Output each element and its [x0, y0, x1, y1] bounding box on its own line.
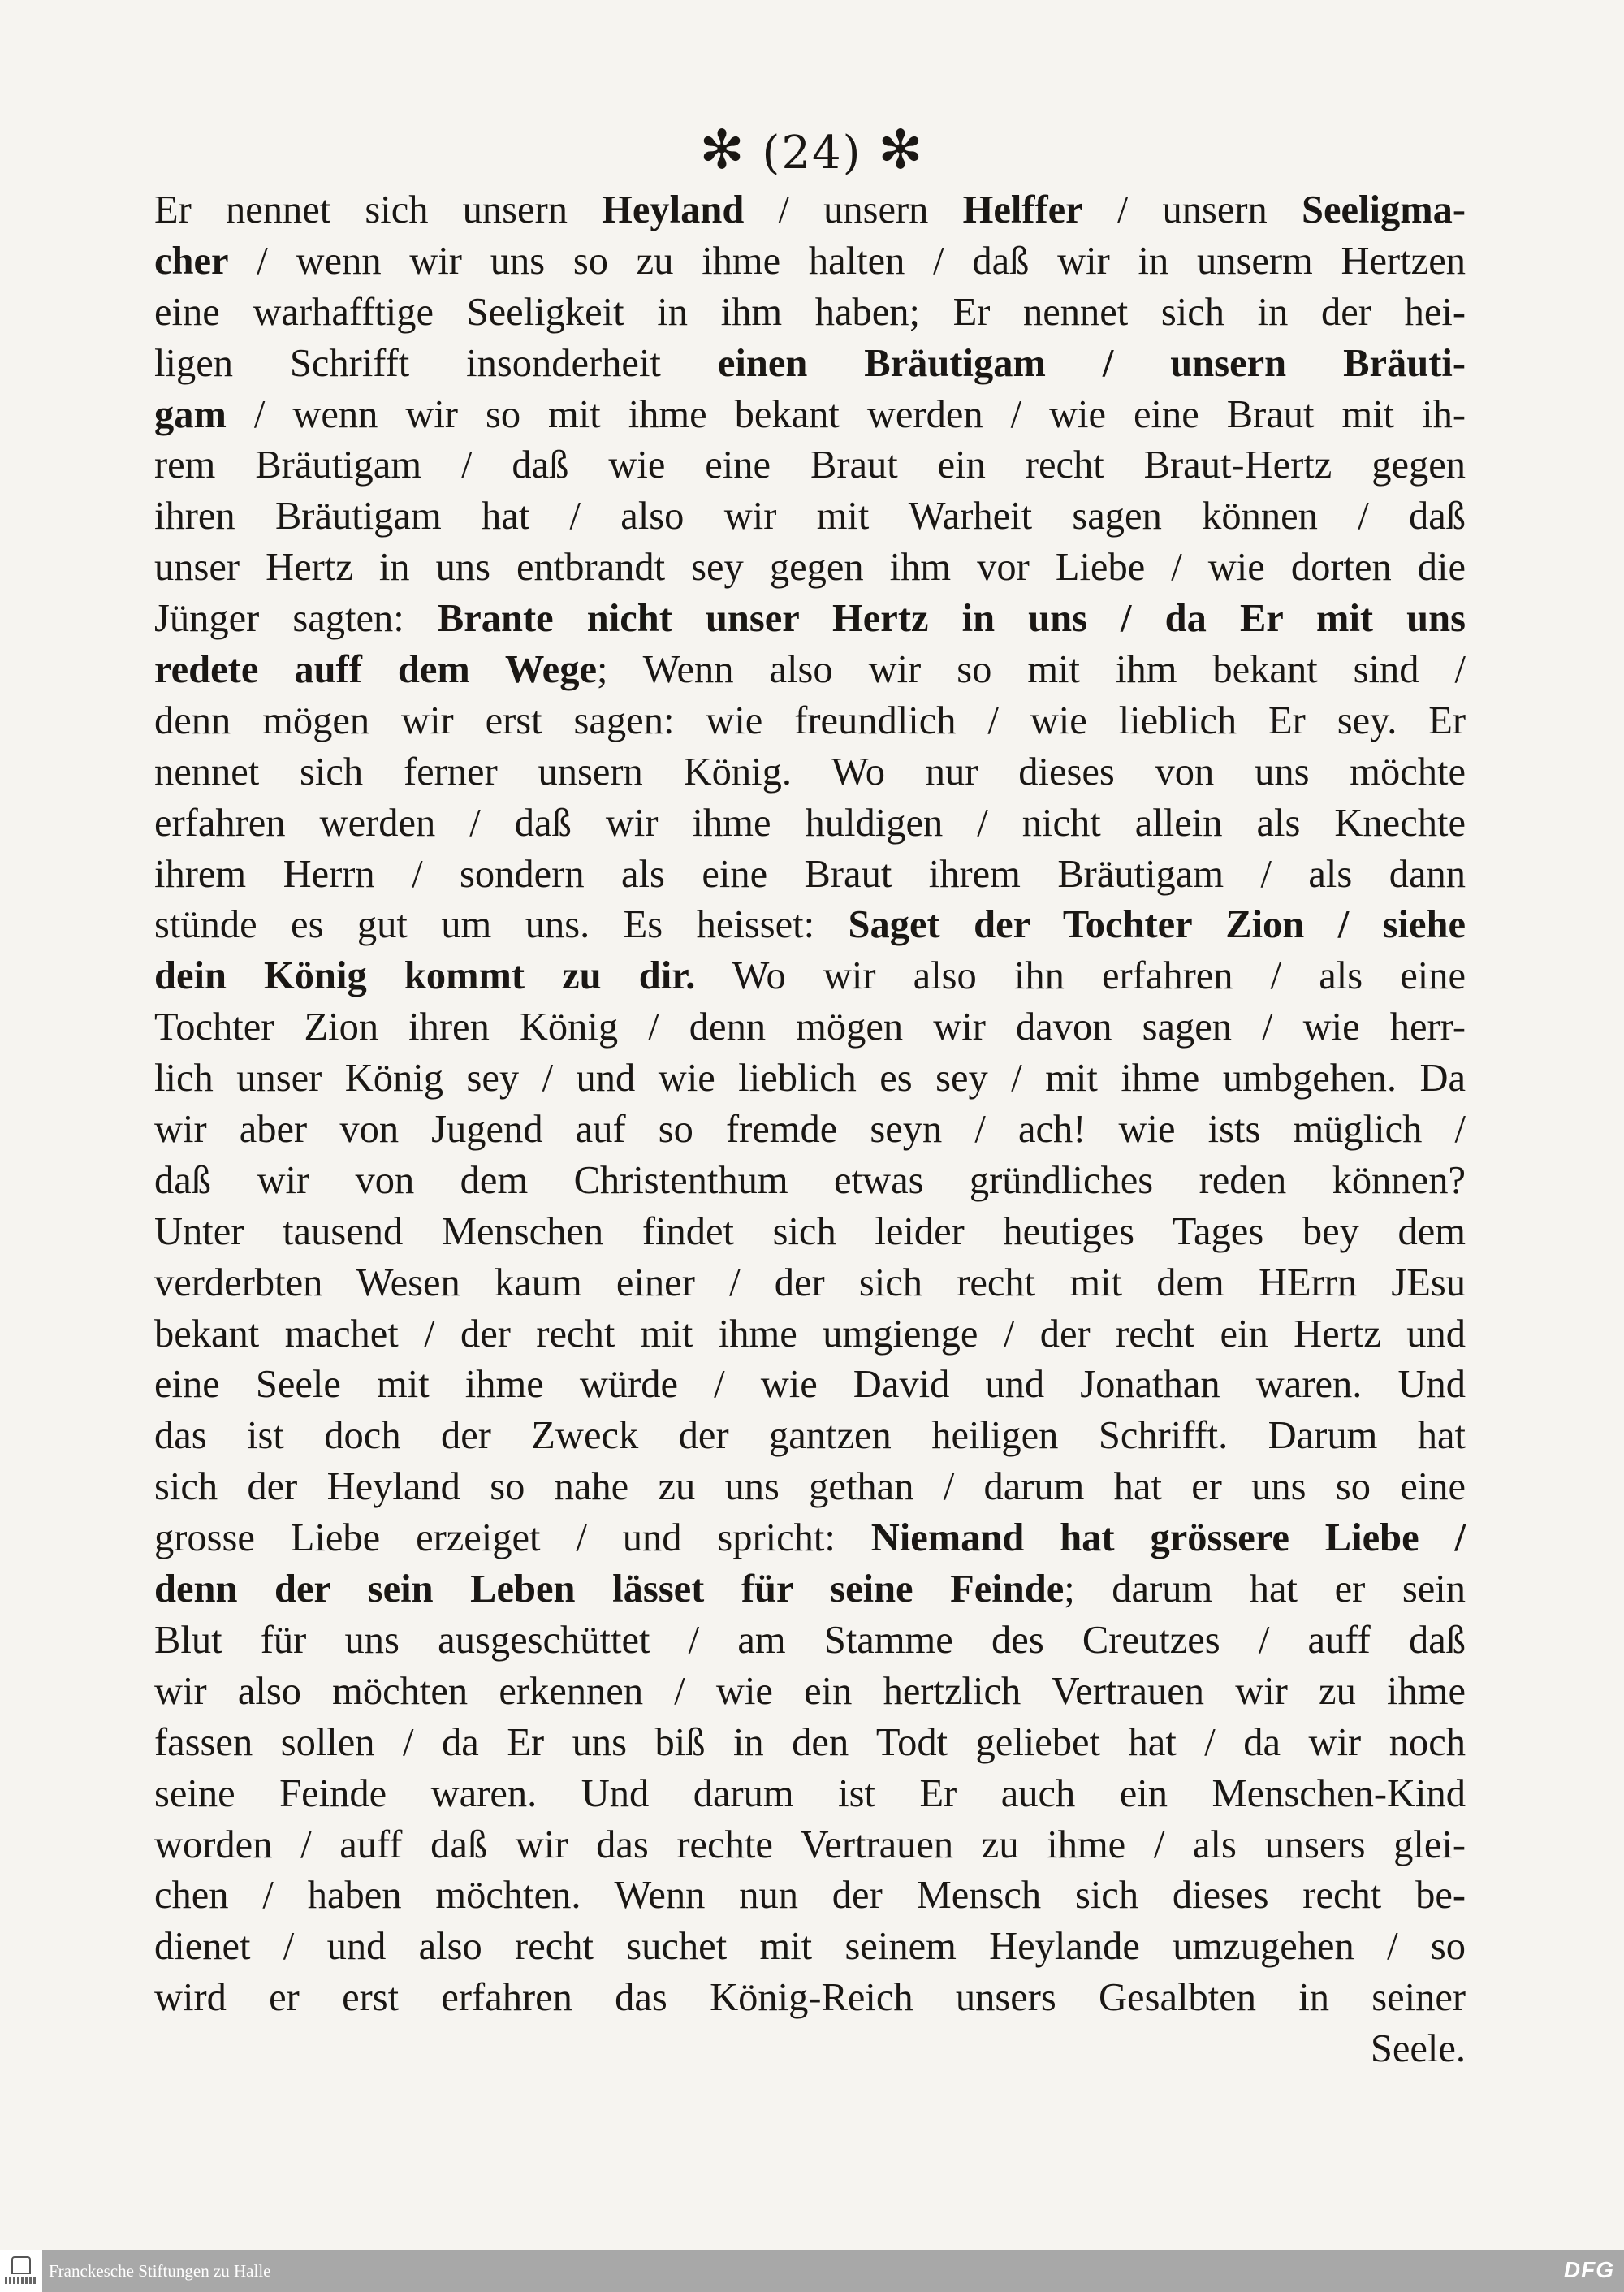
text-span: Tochter Zion ihren König / denn mögen wir davon sagen / wie herr- [154, 1005, 1466, 1049]
text-line [154, 1870, 1466, 1922]
body-text [154, 185, 1466, 2075]
text-span: sich der Heyland so nahe zu uns gethan / darum hat er uns so eine [154, 1465, 1466, 1509]
text-line [154, 2024, 1466, 2075]
text-span: erfahren werden / daß wir ihme huldigen / nicht allein als Knechte [154, 801, 1466, 845]
funder-logo: DFG [1563, 2257, 1614, 2282]
emphasis-text: Saget der Tochter Zion / siehe [848, 903, 1466, 947]
text-span: wird er erst erfahren das König-Reich unsers Gesalbten in seiner [154, 1976, 1466, 2020]
text-span: eine Seele mit ihme würde / wie David und Jonathan waren. Und [154, 1363, 1466, 1407]
text-line [154, 951, 1466, 1002]
text-line [154, 440, 1466, 491]
text-line [154, 390, 1466, 441]
text-line [154, 696, 1466, 747]
text-span: denn mögen wir erst sagen: wie freundlich / wie lieblich Er sey. Er [154, 698, 1466, 742]
institution-name: Franckesche Stiftungen zu Halle [49, 2261, 271, 2281]
text-line [154, 1053, 1466, 1105]
text-span: seine Feinde waren. Und darum ist Er auch ein Menschen-Kind [154, 1771, 1466, 1815]
text-line [154, 491, 1466, 543]
text-span: / unsern [744, 188, 963, 231]
text-line [154, 1564, 1466, 1615]
text-span: Wo wir also ihn erfahren / als eine [695, 954, 1466, 998]
ornament-left-icon: ✻ [699, 119, 746, 181]
text-span: lich unser König sey / und wie lieblich es sey / mit ihme umbgehen. Da [154, 1057, 1466, 1101]
text-line [154, 1156, 1466, 1207]
text-span: bekant machet / der recht mit ihme umgienge / der recht ein Hertz und [154, 1312, 1466, 1356]
text-line [154, 1769, 1466, 1820]
text-span: verderbten Wesen kaum einer / der sich recht mit dem HErrn JEsu [154, 1261, 1466, 1304]
page-header [0, 119, 1624, 182]
text-line [154, 1309, 1466, 1360]
text-span: Jünger sagten: [154, 597, 438, 641]
text-line [154, 798, 1466, 850]
text-span: worden / auff daß wir das rechte Vertrauen zu ihme / als unsers glei- [154, 1823, 1466, 1866]
text-line [154, 1207, 1466, 1258]
text-span: unser Hertz in uns entbrandt sey gegen ihm vor Liebe / wie dorten die [154, 546, 1466, 590]
text-span: stünde es gut um uns. Es heisset: [154, 903, 849, 947]
text-span: / unsern [1082, 188, 1302, 231]
text-line [154, 236, 1466, 288]
text-span: grosse Liebe erzeiget / und spricht: [154, 1516, 871, 1560]
text-line [154, 1820, 1466, 1871]
emphasis-text: dein König kommt zu dir. [154, 954, 696, 998]
emphasis-text: Niemand hat grössere Liebe / [870, 1516, 1466, 1560]
text-line [154, 1973, 1466, 2024]
text-line [154, 339, 1466, 390]
text-line [154, 1718, 1466, 1769]
text-line [154, 1105, 1466, 1156]
text-span: wir also möchten erkennen / wie ein hertzlich Vertrauen wir zu ihme [154, 1669, 1466, 1713]
text-line [154, 1513, 1466, 1564]
text-line [154, 645, 1466, 696]
ornament-right-icon: ✻ [878, 119, 925, 181]
emphasis-text: Heyland [602, 188, 745, 231]
emphasis-text: redete auff dem Wege [154, 648, 597, 692]
text-span: / wenn wir so mit ihme bekant werden / wie eine Braut mit ih- [226, 392, 1466, 436]
text-span: Blut für uns ausgeschüttet / am Stamme des Creutzes / auff daß [154, 1618, 1466, 1662]
text-line [154, 850, 1466, 901]
text-line [154, 1667, 1466, 1718]
text-span: dienet / und also recht suchet mit seinem Heylande umzugehen / so [154, 1925, 1466, 1969]
text-span: ligen Schrifft insonderheit [154, 341, 718, 385]
emphasis-text: Brante nicht unser Hertz in uns / da Er mit uns [437, 597, 1466, 641]
footer-bar [0, 2250, 1624, 2292]
text-line [154, 543, 1466, 594]
text-span: / wenn wir uns so zu ihme halten / daß wir in unserm Hertzen [228, 239, 1466, 283]
text-span: ; darum hat er sein [1064, 1568, 1466, 1611]
text-line [154, 1462, 1466, 1513]
text-span: daß wir von dem Christenthum etwas gründliches reden können? [154, 1158, 1466, 1202]
text-line [154, 1615, 1466, 1667]
text-line [154, 1922, 1466, 1973]
text-line [154, 185, 1466, 236]
emphasis-text: Helffer [962, 188, 1083, 231]
page-number: (24) [762, 127, 862, 179]
text-span: das ist doch der Zweck der gantzen heiligen Schrifft. Darum hat [154, 1414, 1466, 1458]
text-line [154, 1360, 1466, 1411]
emphasis-text: Seeligma- [1301, 188, 1466, 231]
text-span: Unter tausend Menschen findet sich leider heutiges Tages bey dem [154, 1209, 1466, 1253]
text-line [154, 1411, 1466, 1462]
emphasis-text: einen Bräutigam / unsern Bräuti- [717, 341, 1466, 385]
emphasis-text: cher [154, 239, 229, 283]
text-line [154, 1002, 1466, 1053]
institution-logo-icon [0, 2250, 42, 2292]
emphasis-text: gam [154, 392, 227, 436]
text-span: wir aber von Jugend auf so fremde seyn / ach! wie ists müglich / [154, 1108, 1466, 1152]
text-span: Er nennet sich unsern [154, 188, 603, 231]
text-span: nennet sich ferner unsern König. Wo nur dieses von uns möchte [154, 750, 1466, 794]
text-line [154, 594, 1466, 645]
emphasis-text: denn der sein Leben lässet für seine Feinde [154, 1568, 1065, 1611]
text-line [154, 1258, 1466, 1309]
text-span: eine warhafftige Seeligkeit in ihm haben; Er nennet sich in der hei- [154, 290, 1466, 334]
text-span: ihren Bräutigam hat / also wir mit Warheit sagen können / daß [154, 495, 1466, 538]
text-line [154, 900, 1466, 951]
text-line [154, 747, 1466, 798]
text-span: fassen sollen / da Er uns biß in den Todt geliebet hat / da wir noch [154, 1720, 1466, 1764]
text-span: Seele. [1370, 2027, 1466, 2071]
text-span: rem Bräutigam / daß wie eine Braut ein recht Braut-Hertz gegen [154, 443, 1466, 487]
text-span: chen / haben möchten. Wenn nun der Mensch sich dieses recht be- [154, 1874, 1466, 1918]
text-span: ihrem Herrn / sondern als eine Braut ihrem Bräutigam / als dann [154, 852, 1466, 896]
text-span: ; Wenn also wir so mit ihm bekant sind / [596, 648, 1466, 692]
text-line [154, 288, 1466, 339]
